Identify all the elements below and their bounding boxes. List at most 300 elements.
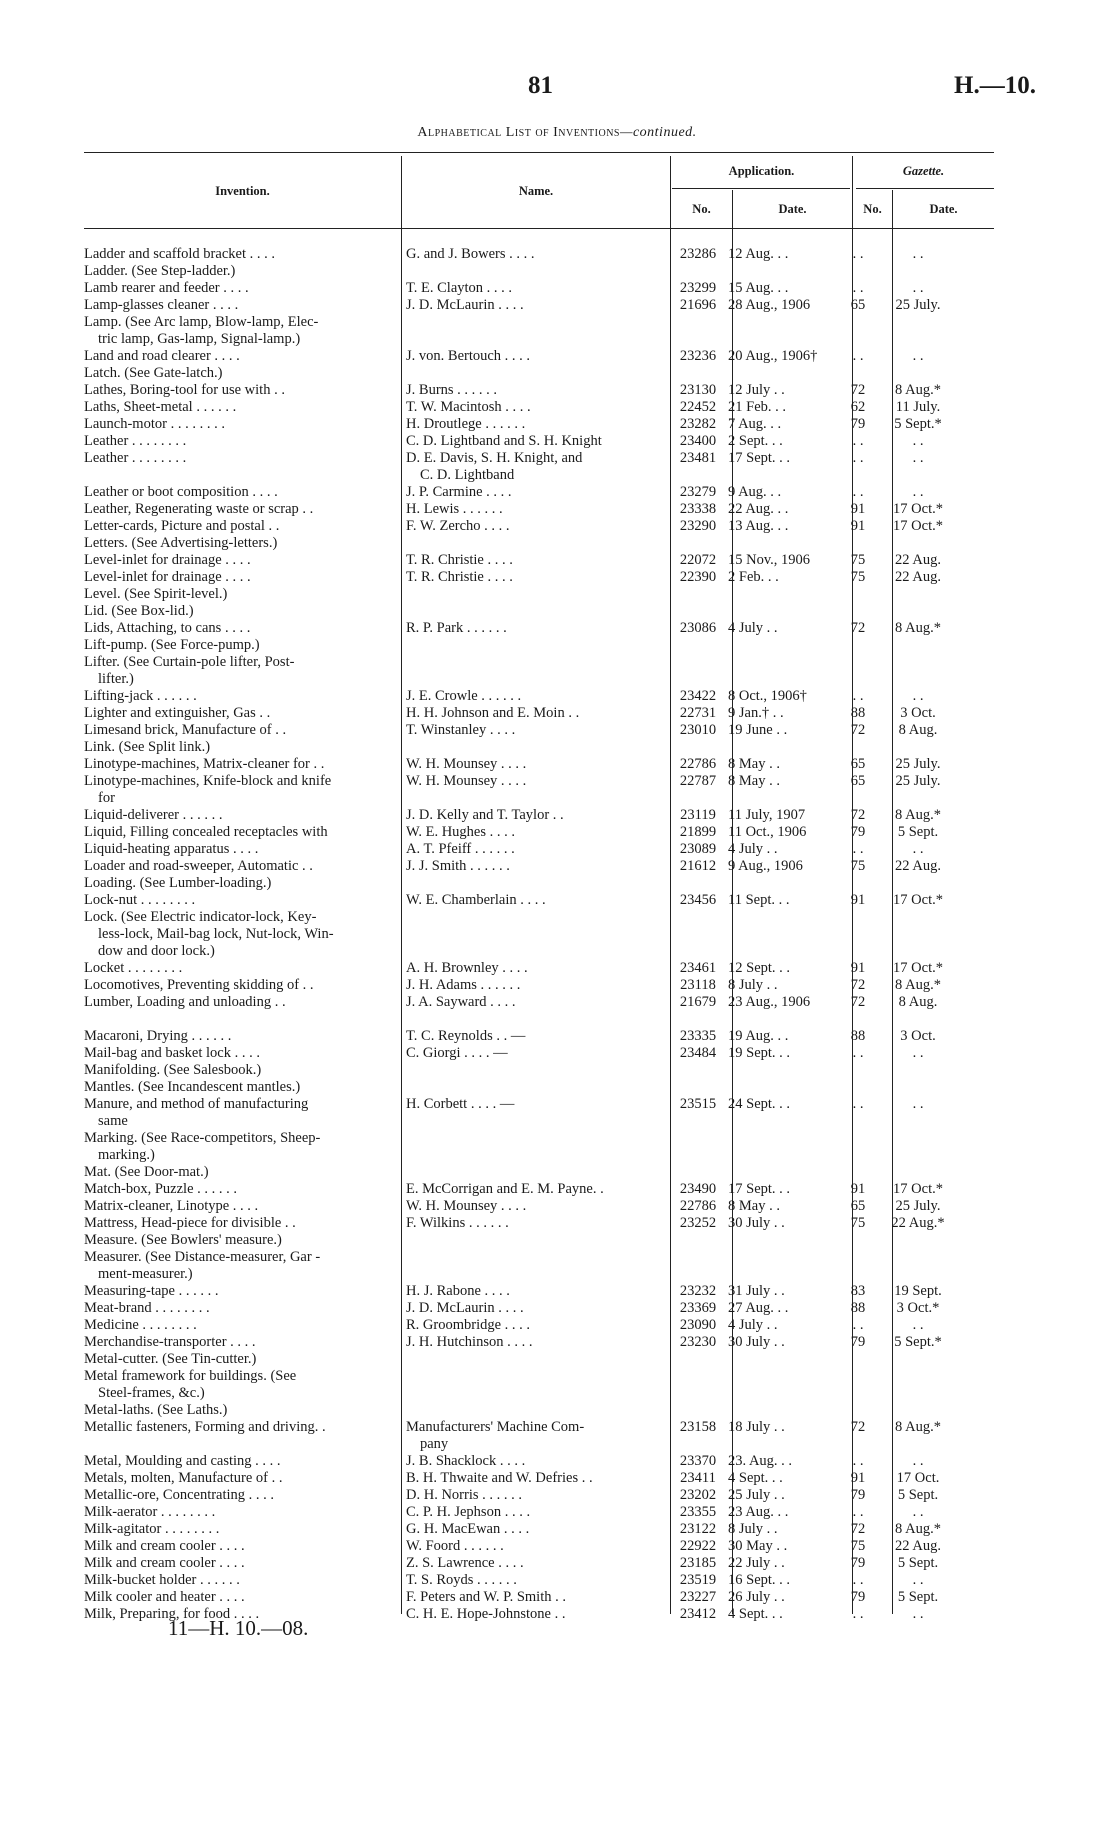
table-row — [84, 314, 963, 331]
gazette-number-cell: 72 — [850, 1419, 866, 1435]
name-cell: J. D. McLaurin . . . . — [406, 297, 524, 313]
table-row — [84, 722, 963, 739]
invention-cell: marking.) — [98, 1147, 155, 1163]
gazette-date-cell — [873, 654, 963, 671]
table-row — [84, 1300, 963, 1317]
table-row — [84, 263, 963, 280]
list-title-suffix: —continued. — [620, 125, 697, 140]
application-date-cell: 23 Aug., 1906 — [728, 994, 811, 1010]
gazette-date-cell — [873, 1249, 963, 1266]
application-subrule — [672, 188, 850, 189]
application-date-cell: 11 July, 1907 — [728, 807, 806, 823]
gazette-date-cell: 5 Sept. — [897, 824, 939, 840]
name-cell — [406, 790, 668, 807]
gazette-subrule — [856, 188, 994, 189]
gazette-date-cell: 5 Sept. — [897, 1589, 939, 1605]
application-number-cell: 23355 — [679, 1504, 717, 1520]
application-date-cell — [728, 1402, 843, 1419]
table-row — [84, 654, 963, 671]
name-cell — [406, 1164, 668, 1181]
table-row — [84, 1062, 963, 1079]
gazette-date-cell: . . — [912, 1096, 924, 1112]
table-row — [84, 1198, 963, 1215]
name-cell — [406, 1130, 668, 1147]
invention-cell: Match-box, Puzzle . . . . . . — [84, 1181, 238, 1197]
gazette-date-cell — [873, 909, 963, 926]
gazette-number-cell — [843, 1436, 873, 1453]
table-row — [84, 1317, 963, 1334]
table-row — [84, 739, 963, 756]
name-cell — [406, 1079, 668, 1096]
application-date-cell — [728, 637, 843, 654]
gazette-number-cell: 79 — [850, 1334, 866, 1350]
invention-cell: Latch. (See Gate-latch.) — [84, 365, 223, 381]
name-cell: Z. S. Lawrence . . . . — [406, 1555, 524, 1571]
application-number-cell — [668, 1436, 728, 1453]
invention-cell: Lifting-jack . . . . . . — [84, 688, 197, 704]
application-number-cell — [668, 1402, 728, 1419]
header-top-rule — [84, 152, 994, 153]
application-number-cell — [668, 535, 728, 552]
application-date-cell: 18 July . . — [728, 1419, 785, 1435]
table-row — [84, 1538, 963, 1555]
table-row — [84, 1164, 963, 1181]
application-date-cell — [728, 943, 843, 960]
table-row — [84, 688, 963, 705]
gazette-number-cell — [843, 926, 873, 943]
name-cell: C. P. H. Jephson . . . . — [406, 1504, 531, 1520]
application-date-cell: 4 July . . — [728, 1317, 778, 1333]
gazette-number-cell: 72 — [850, 382, 866, 398]
table-row — [84, 569, 963, 586]
gazette-date-cell — [873, 1402, 963, 1419]
gazette-number-cell: . . — [852, 1453, 864, 1469]
invention-cell — [84, 1011, 406, 1028]
gazette-number-cell: . . — [852, 1096, 864, 1112]
invention-cell: Merchandise-transporter . . . . — [84, 1334, 256, 1350]
application-number-cell: 23090 — [679, 1317, 717, 1333]
table-row — [84, 1215, 963, 1232]
application-number-cell — [668, 1385, 728, 1402]
invention-cell: Milk, Preparing, for food . . . . — [84, 1606, 260, 1622]
name-cell: F. W. Zercho . . . . — [406, 518, 510, 534]
table-row — [84, 909, 963, 926]
name-cell: C. D. Lightband and S. H. Knight — [406, 433, 602, 449]
gazette-number-cell: 91 — [850, 501, 866, 517]
inventions-table — [84, 246, 963, 1623]
application-number-cell: 23290 — [679, 518, 717, 534]
gazette-date-cell — [873, 739, 963, 756]
gazette-number-cell — [843, 1385, 873, 1402]
list-title — [0, 125, 1114, 141]
table-row — [84, 705, 963, 722]
application-date-cell: 19 Aug. . . — [728, 1028, 789, 1044]
invention-cell: dow and door lock.) — [98, 943, 215, 959]
table-row — [84, 807, 963, 824]
table-row — [84, 365, 963, 382]
application-date-cell: 9 Jan.† . . — [728, 705, 784, 721]
application-number-cell: 23519 — [679, 1572, 717, 1588]
gazette-number-cell: . . — [852, 348, 864, 364]
name-cell — [406, 1402, 668, 1419]
gazette-date-cell: . . — [912, 1045, 924, 1061]
application-date-cell — [728, 739, 843, 756]
application-number-cell: 23456 — [679, 892, 717, 908]
application-date-cell: 8 July . . — [728, 977, 778, 993]
table-row — [84, 926, 963, 943]
gazette-number-cell: 72 — [850, 620, 866, 636]
application-date-cell — [728, 1232, 843, 1249]
gazette-date-cell: 25 July. — [895, 756, 941, 772]
application-date-cell: 8 May . . — [728, 1198, 780, 1214]
table-row — [84, 960, 963, 977]
name-cell — [406, 331, 668, 348]
invention-cell: Milk-aerator . . . . . . . . — [84, 1504, 216, 1520]
application-number-cell: 23227 — [679, 1589, 717, 1605]
application-number-cell: 23185 — [679, 1555, 717, 1571]
page-number: 81 — [528, 72, 553, 99]
gazette-date-cell: 3 Oct.* — [896, 1300, 940, 1316]
list-title-main: Alphabetical List of Inventions — [417, 125, 620, 140]
name-cell: T. W. Macintosh . . . . — [406, 399, 531, 415]
application-number-cell: 23158 — [679, 1419, 717, 1435]
application-date-cell: 22 Aug. . . — [728, 501, 789, 517]
table-row — [84, 671, 963, 688]
invention-cell — [84, 1436, 406, 1453]
application-number-cell — [668, 909, 728, 926]
table-row — [84, 450, 963, 467]
invention-cell: Lathes, Boring-tool for use with . . — [84, 382, 285, 398]
application-number-cell: 23202 — [679, 1487, 717, 1503]
name-cell: W. H. Mounsey . . . . — [406, 773, 527, 789]
invention-cell: Mantles. (See Incandescent mantles.) — [84, 1079, 301, 1095]
application-number-cell: 21612 — [679, 858, 717, 874]
application-date-cell — [728, 1113, 843, 1130]
name-cell: D. H. Norris . . . . . . — [406, 1487, 522, 1503]
invention-cell: Medicine . . . . . . . . — [84, 1317, 197, 1333]
name-cell: G. and J. Bowers . . . . — [406, 246, 535, 262]
table-row — [84, 1385, 963, 1402]
application-number-cell: 23232 — [679, 1283, 717, 1299]
application-date-cell: 2 Feb. . . — [728, 569, 779, 585]
gazette-date-cell: . . — [912, 688, 924, 704]
application-date-cell — [728, 1368, 843, 1385]
application-number-cell — [668, 1368, 728, 1385]
name-cell — [406, 943, 668, 960]
gazette-number-cell — [843, 263, 873, 280]
gazette-number-cell — [843, 1249, 873, 1266]
gazette-number-cell — [843, 1368, 873, 1385]
table-row — [84, 280, 963, 297]
gazette-number-cell — [843, 1147, 873, 1164]
gazette-date-cell: 8 Aug. — [898, 722, 938, 738]
application-date-cell: 8 Oct., 1906† — [728, 688, 807, 704]
application-date-cell: 11 Sept. . . — [728, 892, 790, 908]
gazette-number-cell: 91 — [850, 518, 866, 534]
application-date-cell: 30 May . . — [728, 1538, 788, 1554]
application-date-cell — [728, 654, 843, 671]
name-cell — [406, 1266, 668, 1283]
application-number-cell — [668, 331, 728, 348]
gazette-date-cell — [873, 1079, 963, 1096]
application-number-cell: 23411 — [680, 1470, 716, 1486]
table-row — [84, 1079, 963, 1096]
application-date-cell: 8 May . . — [728, 773, 780, 789]
name-cell: A. T. Pfeiff . . . . . . — [406, 841, 515, 857]
name-cell: F. Peters and W. P. Smith . . — [406, 1589, 566, 1605]
gazette-number-cell: . . — [852, 1606, 864, 1622]
gazette-number-cell: . . — [852, 450, 864, 466]
application-number-cell: 23119 — [680, 807, 716, 823]
gazette-number-cell — [843, 586, 873, 603]
invention-cell: Milk and cream cooler . . . . — [84, 1538, 245, 1554]
invention-cell: Metallic fasteners, Forming and driving. . — [84, 1419, 326, 1435]
header-app-no: No. — [692, 202, 711, 216]
application-number-cell: 23230 — [679, 1334, 717, 1350]
application-number-cell: 23279 — [679, 484, 717, 500]
invention-cell: Lock. (See Electric indicator-lock, Key- — [84, 909, 317, 925]
inventions-table-body — [84, 246, 963, 1623]
application-date-cell: 13 Aug. . . — [728, 518, 789, 534]
gazette-number-cell: 75 — [850, 569, 866, 585]
name-cell — [406, 637, 668, 654]
gazette-date-cell — [873, 637, 963, 654]
name-cell — [406, 739, 668, 756]
invention-cell: Mail-bag and basket lock . . . . — [84, 1045, 260, 1061]
application-number-cell: 21679 — [679, 994, 717, 1010]
gazette-number-cell: . . — [852, 433, 864, 449]
gazette-number-cell: 91 — [850, 960, 866, 976]
gazette-date-cell: 25 July. — [895, 297, 941, 313]
gazette-date-cell: 3 Oct. — [900, 1028, 936, 1044]
name-cell: J. B. Shacklock . . . . — [406, 1453, 526, 1469]
application-date-cell: 22 July . . — [728, 1555, 785, 1571]
gazette-number-cell — [843, 1062, 873, 1079]
application-date-cell: 17 Sept. . . — [728, 450, 791, 466]
table-row — [84, 943, 963, 960]
gazette-date-cell: 5 Sept. — [897, 1555, 939, 1571]
table-row — [84, 1402, 963, 1419]
application-number-cell — [668, 603, 728, 620]
table-row — [84, 977, 963, 994]
application-date-cell: 4 July . . — [728, 841, 778, 857]
invention-cell: tric lamp, Gas-lamp, Signal-lamp.) — [98, 331, 301, 347]
application-number-cell — [668, 263, 728, 280]
invention-cell: lifter.) — [98, 671, 134, 687]
application-number-cell: 23461 — [679, 960, 717, 976]
table-row — [84, 620, 963, 637]
gazette-date-cell — [873, 603, 963, 620]
application-number-cell — [668, 875, 728, 892]
application-number-cell: 23010 — [679, 722, 717, 738]
gazette-date-cell: 8 Aug.* — [895, 807, 941, 823]
table-row — [84, 484, 963, 501]
gazette-number-cell: 75 — [850, 858, 866, 874]
gazette-date-cell: . . — [912, 246, 924, 262]
gazette-date-cell — [873, 586, 963, 603]
invention-cell: Land and road clearer . . . . — [84, 348, 240, 364]
name-cell: J. J. Smith . . . . . . — [406, 858, 510, 874]
application-date-cell — [728, 1385, 843, 1402]
gazette-date-cell: 17 Oct.* — [893, 501, 943, 517]
application-date-cell: 4 Sept. . . — [728, 1606, 783, 1622]
application-date-cell — [728, 926, 843, 943]
application-date-cell — [728, 603, 843, 620]
invention-cell: Loading. (See Lumber-loading.) — [84, 875, 272, 891]
gazette-date-cell: . . — [912, 1572, 924, 1588]
name-cell — [406, 263, 668, 280]
application-date-cell: 12 July . . — [728, 382, 785, 398]
name-cell: H. J. Rabone . . . . — [406, 1283, 510, 1299]
application-number-cell: 23118 — [680, 977, 716, 993]
application-date-cell — [728, 535, 843, 552]
application-date-cell — [728, 263, 843, 280]
gazette-number-cell: 91 — [850, 1470, 866, 1486]
application-date-cell: 20 Aug., 1906† — [728, 348, 818, 364]
invention-cell: Lumber, Loading and unloading . . — [84, 994, 286, 1010]
gazette-date-cell: . . — [912, 484, 924, 500]
invention-cell: less-lock, Mail-bag lock, Nut-lock, Win- — [98, 926, 334, 942]
invention-cell: Measurer. (See Distance-measurer, Gar - — [84, 1249, 321, 1265]
invention-cell: Milk-agitator . . . . . . . . — [84, 1521, 220, 1537]
invention-cell: ment-measurer.) — [98, 1266, 193, 1282]
header-gaz-date: Date. — [929, 202, 958, 216]
name-cell: J. D. McLaurin . . . . — [406, 1300, 524, 1316]
application-number-cell — [668, 1164, 728, 1181]
name-cell: C. Giorgi . . . . — — [406, 1045, 508, 1061]
invention-cell: Ladder and scaffold bracket . . . . — [84, 246, 275, 262]
invention-cell: Liquid, Filling concealed receptacles with — [84, 824, 328, 840]
application-number-cell — [668, 1011, 728, 1028]
table-row — [84, 1096, 963, 1113]
gazette-number-cell: 72 — [850, 722, 866, 738]
application-date-cell: 19 Sept. . . — [728, 1045, 791, 1061]
application-date-cell: 17 Sept. . . — [728, 1181, 791, 1197]
gazette-number-cell — [843, 1266, 873, 1283]
invention-cell: Liquid-deliverer . . . . . . — [84, 807, 223, 823]
name-cell: H. Lewis . . . . . . — [406, 501, 503, 517]
table-row — [84, 433, 963, 450]
invention-cell: Lifter. (See Curtain-pole lifter, Post- — [84, 654, 295, 670]
invention-cell: Metal-cutter. (See Tin-cutter.) — [84, 1351, 257, 1367]
application-date-cell: 15 Aug. . . — [728, 280, 789, 296]
application-number-cell — [668, 671, 728, 688]
gazette-number-cell: . . — [852, 484, 864, 500]
gazette-date-cell — [873, 1232, 963, 1249]
name-cell: C. H. E. Hope-Johnstone . . — [406, 1606, 566, 1622]
application-date-cell: 9 Aug. . . — [728, 484, 782, 500]
gazette-date-cell — [873, 1351, 963, 1368]
gazette-date-cell: . . — [912, 450, 924, 466]
table-row — [84, 535, 963, 552]
gazette-number-cell: 75 — [850, 1538, 866, 1554]
gazette-date-cell: . . — [912, 1453, 924, 1469]
application-number-cell: 22786 — [679, 1198, 717, 1214]
application-number-cell: 23400 — [679, 433, 717, 449]
name-cell: R. Groombridge . . . . — [406, 1317, 531, 1333]
gazette-number-cell — [843, 671, 873, 688]
application-number-cell: 23490 — [679, 1181, 717, 1197]
name-cell: T. R. Christie . . . . — [406, 552, 513, 568]
application-date-cell — [728, 1436, 843, 1453]
gazette-date-cell: 5 Sept. — [897, 1487, 939, 1503]
gazette-date-cell: 17 Oct.* — [893, 960, 943, 976]
invention-cell: Milk-bucket holder . . . . . . — [84, 1572, 240, 1588]
gazette-date-cell: 22 Aug. — [895, 858, 941, 874]
application-date-cell: 27 Aug. . . — [728, 1300, 789, 1316]
application-date-cell: 8 May . . — [728, 756, 780, 772]
application-number-cell: 23370 — [679, 1453, 717, 1469]
gazette-date-cell: 17 Oct.* — [893, 1181, 943, 1197]
table-row — [84, 297, 963, 314]
application-number-cell — [668, 1266, 728, 1283]
gazette-date-cell — [873, 1062, 963, 1079]
gazette-number-cell: 88 — [850, 1300, 866, 1316]
header-name: Name. — [518, 184, 554, 198]
table-row — [84, 1368, 963, 1385]
application-date-cell — [728, 790, 843, 807]
name-cell: T. E. Clayton . . . . — [406, 280, 513, 296]
invention-cell: Loader and road-sweeper, Automatic . . — [84, 858, 313, 874]
gazette-date-cell: . . — [912, 433, 924, 449]
application-number-cell: 22787 — [679, 773, 717, 789]
gazette-number-cell — [843, 467, 873, 484]
gazette-number-cell: 65 — [850, 1198, 866, 1214]
application-number-cell — [668, 1130, 728, 1147]
application-date-cell — [728, 331, 843, 348]
table-row — [84, 586, 963, 603]
invention-cell: Macaroni, Drying . . . . . . — [84, 1028, 232, 1044]
application-number-cell — [668, 790, 728, 807]
invention-cell: Lighter and extinguisher, Gas . . — [84, 705, 271, 721]
gazette-date-cell — [873, 314, 963, 331]
gazette-number-cell: 91 — [850, 892, 866, 908]
application-date-cell — [728, 1079, 843, 1096]
gazette-date-cell: . . — [912, 348, 924, 364]
application-number-cell — [668, 926, 728, 943]
table-row — [84, 790, 963, 807]
table-row — [84, 1351, 963, 1368]
table-row — [84, 1249, 963, 1266]
application-date-cell: 2 Sept. . . — [728, 433, 783, 449]
invention-cell: Linotype-machines, Knife-block and knife — [84, 773, 332, 789]
name-cell — [406, 671, 668, 688]
gazette-date-cell — [873, 1385, 963, 1402]
invention-cell: Link. (See Split link.) — [84, 739, 211, 755]
invention-cell: Measure. (See Bowlers' measure.) — [84, 1232, 282, 1248]
gazette-date-cell: 22 Aug. — [895, 1538, 941, 1554]
name-cell: T. R. Christie . . . . — [406, 569, 513, 585]
gazette-number-cell: 79 — [850, 824, 866, 840]
table-row — [84, 994, 963, 1011]
table-row — [84, 1232, 963, 1249]
gazette-date-cell — [873, 331, 963, 348]
table-row — [84, 773, 963, 790]
invention-cell: Leather or boot composition . . . . — [84, 484, 278, 500]
name-cell — [406, 1385, 668, 1402]
header-invention: Invention. — [215, 184, 270, 198]
gazette-date-cell: . . — [912, 1317, 924, 1333]
gazette-number-cell: . . — [852, 246, 864, 262]
gazette-number-cell: 75 — [850, 1215, 866, 1231]
name-cell — [406, 586, 668, 603]
gazette-number-cell: . . — [852, 841, 864, 857]
footer-reference: 11—H. 10.—08. — [168, 1616, 309, 1640]
gazette-number-cell: 62 — [850, 399, 866, 415]
name-cell: T. C. Reynolds . . — — [406, 1028, 526, 1044]
table-row — [84, 348, 963, 365]
invention-cell: Mat. (See Door-mat.) — [84, 1164, 209, 1180]
